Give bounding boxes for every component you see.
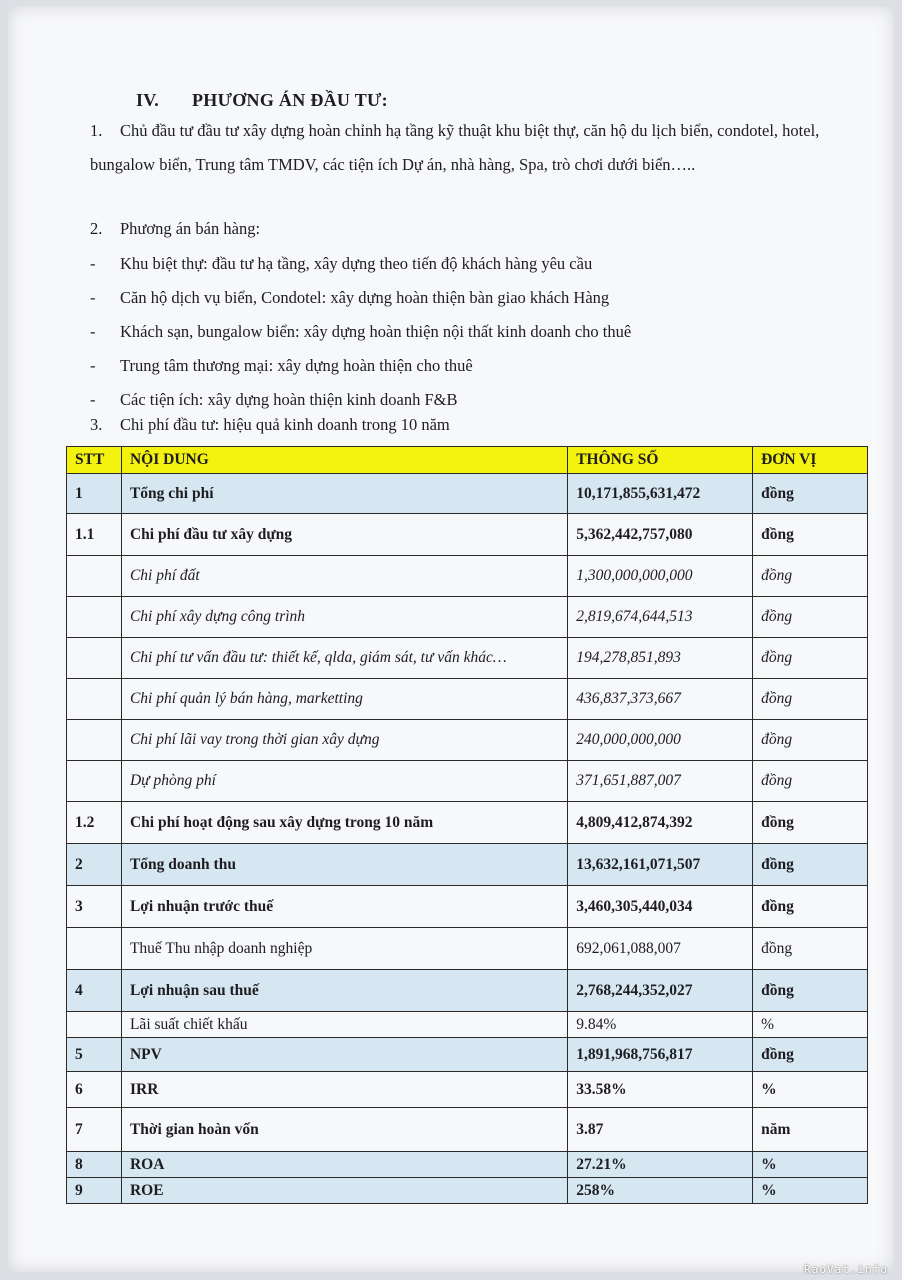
item-3	[90, 408, 854, 442]
cell-value: 258%	[568, 1178, 753, 1204]
cell-stt	[67, 597, 122, 638]
table-row	[67, 638, 868, 679]
cell-value: 10,171,855,631,472	[568, 474, 753, 514]
table-row	[67, 679, 868, 720]
cell-content: Tổng chi phí	[121, 474, 567, 514]
cell-unit: đồng	[753, 970, 868, 1012]
table-row	[67, 970, 868, 1012]
cell-value: 13,632,161,071,507	[568, 844, 753, 886]
cell-content: Lợi nhuận trước thuế	[121, 886, 567, 928]
cell-unit: %	[753, 1072, 868, 1108]
cell-content: Chi phí đầu tư xây dựng	[121, 514, 567, 556]
table-row	[67, 1072, 868, 1108]
table-row	[67, 1108, 868, 1152]
cell-unit: đồng	[753, 514, 868, 556]
cell-value: 4,809,412,874,392	[568, 802, 753, 844]
cell-value: 33.58%	[568, 1072, 753, 1108]
item-1	[90, 114, 854, 182]
cell-content: Chi phí tư vấn đầu tư: thiết kế, qlda, giám sát, tư vấn khác…	[121, 638, 567, 679]
table-row	[67, 1152, 868, 1178]
cell-value: 240,000,000,000	[568, 720, 753, 761]
bullet-5	[90, 390, 458, 410]
cell-stt: 8	[67, 1152, 122, 1178]
cell-unit: đồng	[753, 474, 868, 514]
cell-stt	[67, 1012, 122, 1038]
cell-value: 1,891,968,756,817	[568, 1038, 753, 1072]
cell-stt	[67, 556, 122, 597]
cell-content: Lợi nhuận sau thuế	[121, 970, 567, 1012]
item-1-number: 1.	[90, 121, 103, 140]
cell-unit: đồng	[753, 844, 868, 886]
cell-value: 1,300,000,000,000	[568, 556, 753, 597]
cell-value: 3.87	[568, 1108, 753, 1152]
bullet-dash: -	[90, 356, 96, 375]
item-2	[90, 212, 854, 246]
bullet-3	[90, 322, 631, 342]
header-content: NỘI DUNG	[121, 447, 567, 474]
cell-stt	[67, 761, 122, 802]
watermark: RaoVat.info	[804, 1263, 888, 1276]
table-row	[67, 514, 868, 556]
cell-stt: 7	[67, 1108, 122, 1152]
section-title: PHƯƠNG ÁN ĐẦU TƯ:	[192, 90, 388, 110]
table-row	[67, 928, 868, 970]
bullet-1	[90, 254, 592, 274]
cell-content: Thời gian hoàn vốn	[121, 1108, 567, 1152]
cell-value: 371,651,887,007	[568, 761, 753, 802]
cell-content: IRR	[121, 1072, 567, 1108]
section-number: IV.	[136, 90, 160, 110]
cell-content: Chi phí quản lý bán hàng, marketting	[121, 679, 567, 720]
cell-stt: 6	[67, 1072, 122, 1108]
table-row	[67, 597, 868, 638]
cell-stt	[67, 679, 122, 720]
cell-content: Dự phòng phí	[121, 761, 567, 802]
cell-value: 2,768,244,352,027	[568, 970, 753, 1012]
cell-unit: đồng	[753, 556, 868, 597]
cell-content: Chi phí đất	[121, 556, 567, 597]
cell-content: Tổng doanh thu	[121, 844, 567, 886]
header-stt: STT	[67, 447, 122, 474]
cell-value: 27.21%	[568, 1152, 753, 1178]
cell-value: 9.84%	[568, 1012, 753, 1038]
table-row	[67, 1178, 868, 1204]
table-row	[67, 556, 868, 597]
cell-content: NPV	[121, 1038, 567, 1072]
cell-unit: đồng	[753, 638, 868, 679]
cell-value: 436,837,373,667	[568, 679, 753, 720]
cell-stt	[67, 720, 122, 761]
bullet-text: Khu biệt thự: đầu tư hạ tầng, xây dựng theo tiến độ khách hàng yêu cầu	[120, 254, 593, 273]
cell-unit: đồng	[753, 761, 868, 802]
cell-unit: đồng	[753, 720, 868, 761]
cell-unit: đồng	[753, 886, 868, 928]
investment-table	[66, 446, 868, 1204]
cell-unit: đồng	[753, 679, 868, 720]
cell-unit: đồng	[753, 928, 868, 970]
item-3-number: 3.	[90, 415, 103, 434]
cell-value: 3,460,305,440,034	[568, 886, 753, 928]
table-row	[67, 1038, 868, 1072]
table-row	[67, 844, 868, 886]
cell-value: 692,061,088,007	[568, 928, 753, 970]
table-row	[67, 761, 868, 802]
cell-unit: đồng	[753, 597, 868, 638]
bullet-dash: -	[90, 254, 96, 273]
cell-unit: %	[753, 1012, 868, 1038]
table-row	[67, 802, 868, 844]
cell-value: 5,362,442,757,080	[568, 514, 753, 556]
cell-content: Chi phí lãi vay trong thời gian xây dựng	[121, 720, 567, 761]
cell-stt: 9	[67, 1178, 122, 1204]
bullet-dash: -	[90, 288, 96, 307]
bullet-text: Khách sạn, bungalow biển: xây dựng hoàn thiện nội thất kinh doanh cho thuê	[120, 322, 632, 341]
header-unit: ĐƠN VỊ	[753, 447, 868, 474]
cell-content: ROE	[121, 1178, 567, 1204]
cell-unit: %	[753, 1152, 868, 1178]
cell-stt: 1.2	[67, 802, 122, 844]
cell-content: Lãi suất chiết khấu	[121, 1012, 567, 1038]
cell-value: 2,819,674,644,513	[568, 597, 753, 638]
cell-stt: 2	[67, 844, 122, 886]
bullet-dash: -	[90, 390, 96, 409]
table-header-row	[67, 447, 868, 474]
cell-stt: 4	[67, 970, 122, 1012]
bullet-text: Các tiện ích: xây dựng hoàn thiện kinh doanh F&B	[120, 390, 458, 409]
table-row	[67, 720, 868, 761]
cell-unit: đồng	[753, 1038, 868, 1072]
cell-stt: 1	[67, 474, 122, 514]
cell-stt: 3	[67, 886, 122, 928]
table-row	[67, 886, 868, 928]
item-3-text: Chi phí đầu tư: hiệu quả kinh doanh trong 10 năm	[120, 415, 450, 434]
document-page	[8, 6, 894, 1272]
cell-content: ROA	[121, 1152, 567, 1178]
cell-unit: năm	[753, 1108, 868, 1152]
bullet-4	[90, 356, 473, 376]
table-row	[67, 1012, 868, 1038]
item-2-text: Phương án bán hàng:	[120, 219, 261, 238]
cell-content: Thuế Thu nhập doanh nghiệp	[121, 928, 567, 970]
cell-content: Chi phí hoạt động sau xây dựng trong 10 năm	[121, 802, 567, 844]
table-row	[67, 474, 868, 514]
bullet-2	[90, 288, 609, 308]
cell-unit: đồng	[753, 802, 868, 844]
bullet-text: Trung tâm thương mại: xây dựng hoàn thiện cho thuê	[120, 356, 473, 375]
cell-stt: 1.1	[67, 514, 122, 556]
cell-stt: 5	[67, 1038, 122, 1072]
cell-stt	[67, 638, 122, 679]
cell-unit: %	[753, 1178, 868, 1204]
cell-content: Chi phí xây dựng công trình	[121, 597, 567, 638]
item-1-text: Chủ đầu tư đầu tư xây dựng hoàn chỉnh hạ tầng kỹ thuật khu biệt thự, căn hộ du lịch biển, condotel, hotel, bungalow biển, Trung tâm TMDV, các tiện ích Dự án, nhà hàng, Spa, trò chơi dưới biển…..	[90, 121, 820, 174]
header-value: THÔNG SỐ	[568, 447, 753, 474]
item-2-number: 2.	[90, 219, 103, 238]
cell-stt	[67, 928, 122, 970]
bullet-dash: -	[90, 322, 96, 341]
section-heading	[136, 90, 388, 111]
bullet-text: Căn hộ dịch vụ biển, Condotel: xây dựng hoàn thiện bàn giao khách Hàng	[120, 288, 610, 307]
cell-value: 194,278,851,893	[568, 638, 753, 679]
